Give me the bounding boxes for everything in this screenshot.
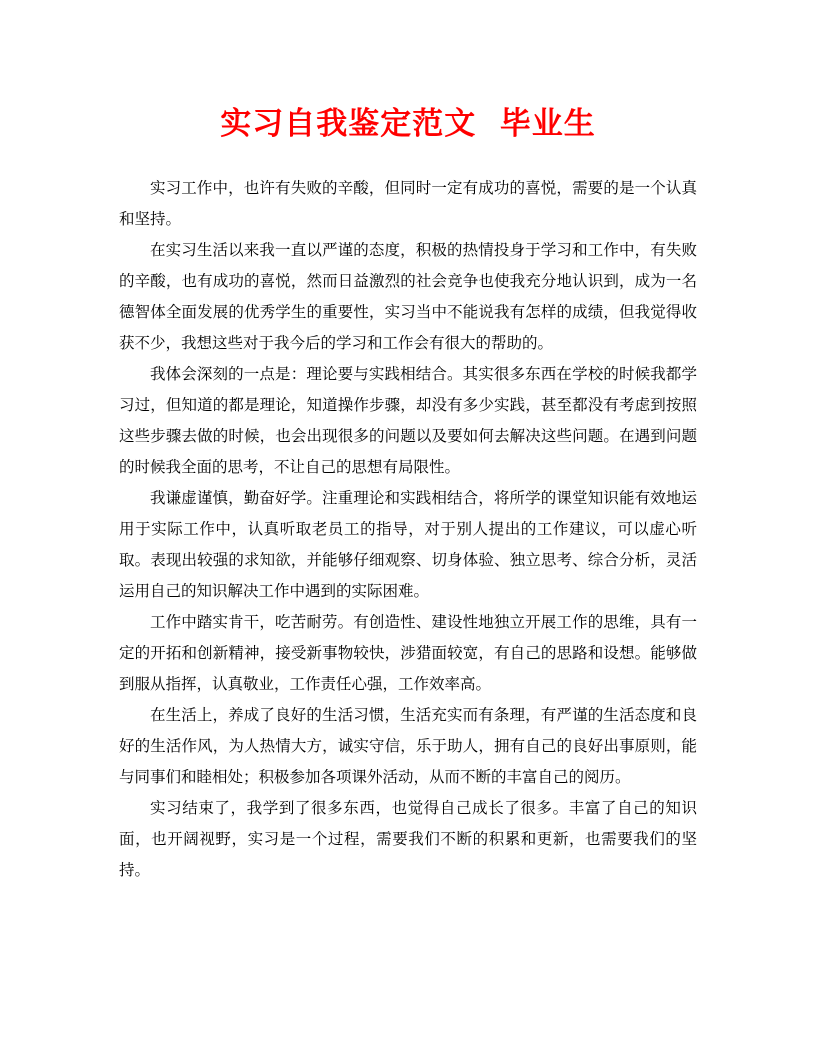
paragraph-6: 在生活上，养成了良好的生活习惯，生活充实而有条理，有严谨的生活态度和良好的生活作风，为人热情大方，诚实守信，乐于助人，拥有自己的良好出事原则，能与同事们和睦相处；积极参加各项课外活动，从而不断的丰富自己的阅历。 xyxy=(119,706,697,786)
paragraph-7: 实习结束了，我学到了很多东西，也觉得自己成长了很多。丰富了自己的知识面，也开阔视野，实习是一个过程，需要我们不断的积累和更新，也需要我们的坚持。 xyxy=(119,799,697,879)
paragraph-5: 工作中踏实肯干，吃苦耐劳。有创造性、建设性地独立开展工作的思维，具有一定的开拓和创新精神，接受新事物较快，涉猎面较宽，有自己的思路和设想。能够做到服从指挥，认真敬业，工作责任心强，工作效率高。 xyxy=(119,613,697,693)
paragraph-2: 在实习生活以来我一直以严谨的态度，积极的热情投身于学习和工作中，有失败的辛酸，也有成功的喜悦，然而日益激烈的社会竞争也使我充分地认识到，成为一名德智体全面发展的优秀学生的重要性，实习当中不能说我有怎样的成绩，但我觉得收获不少，我想这些对于我今后的学习和工作会有很大的帮助的。 xyxy=(119,241,697,352)
paragraph-1: 实习工作中，也许有失败的辛酸，但同时一定有成功的喜悦，需要的是一个认真和坚持。 xyxy=(119,179,697,228)
paragraph-4: 我谦虚谨慎，勤奋好学。注重理论和实践相结合，将所学的课堂知识能有效地运用于实际工作中，认真听取老员工的指导，对于别人提出的工作建议，可以虚心听取。表现出较强的求知欲，并能够仔细观察、切身体验、独立思考、综合分析，灵活运用自己的知识解决工作中遇到的实际困难。 xyxy=(119,489,697,600)
document-body xyxy=(119,173,697,886)
document-title: 实习自我鉴定范文 毕业生 xyxy=(220,106,596,142)
paragraph-3: 我体会深刻的一点是：理论要与实践相结合。其实很多东西在学校的时候我都学习过，但知道的都是理论，知道操作步骤，却没有多少实践，甚至都没有考虑到按照这些步骤去做的时候，也会出现很多的问题以及要如何去解决这些问题。在遇到问题的时候我全面的思考，不让自己的思想有局限性。 xyxy=(119,365,697,476)
